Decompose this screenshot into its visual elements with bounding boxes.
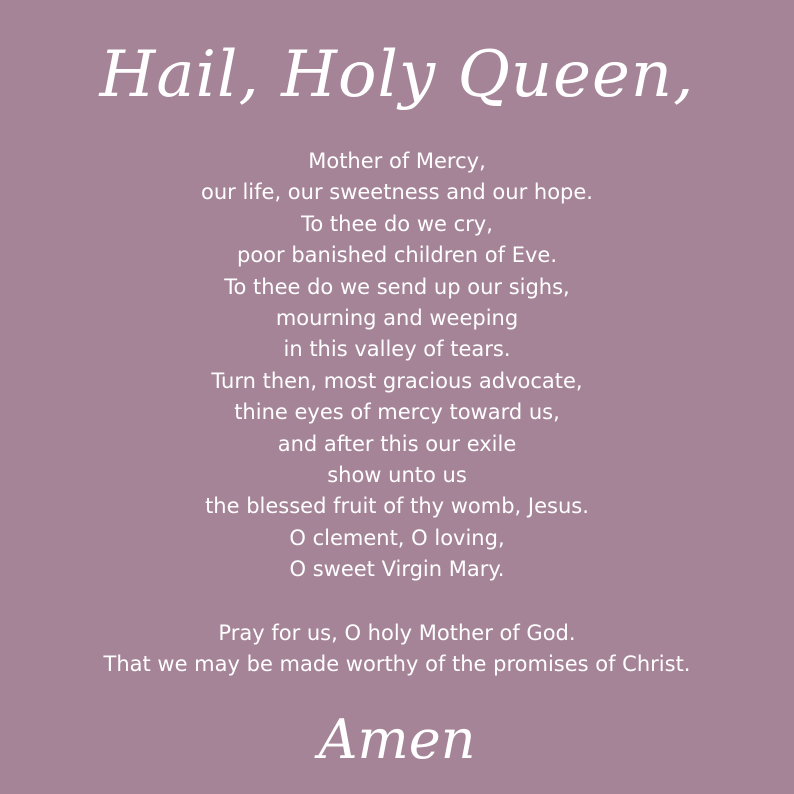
- petition-line: Pray for us, O holy Mother of God.: [218, 621, 576, 645]
- verse-line: Mother of Mercy,: [308, 149, 486, 173]
- prayer-verse: [0, 146, 794, 585]
- verse-line: our life, our sweetness and our hope.: [201, 180, 593, 205]
- verse-line: mourning and weeping: [275, 305, 519, 330]
- verse-line: thine eyes of mercy toward us,: [234, 400, 560, 425]
- prayer-petition: [0, 618, 794, 681]
- verse-line: in this valley of tears.: [283, 337, 511, 362]
- verse-line: O sweet Virgin Mary.: [289, 557, 505, 582]
- verse-line: the blessed fruit of thy womb, Jesus.: [205, 494, 589, 519]
- verse-line: To thee do we send up our sighs,: [224, 274, 570, 299]
- verse-line: Turn then, most gracious advocate,: [211, 368, 583, 393]
- prayer-closing: Amen: [318, 708, 476, 771]
- prayer-title: Hail, Holy Queen,: [99, 38, 695, 112]
- verse-line: To thee do we cry,: [301, 211, 493, 236]
- petition-line: That we may be made worthy of the promises of Christ.: [103, 652, 691, 677]
- verse-line: and after this our exile: [277, 431, 517, 456]
- verse-line: show unto us: [327, 462, 467, 487]
- verse-line: O clement, O loving,: [289, 525, 505, 550]
- verse-line: poor banished children of Eve.: [237, 243, 557, 268]
